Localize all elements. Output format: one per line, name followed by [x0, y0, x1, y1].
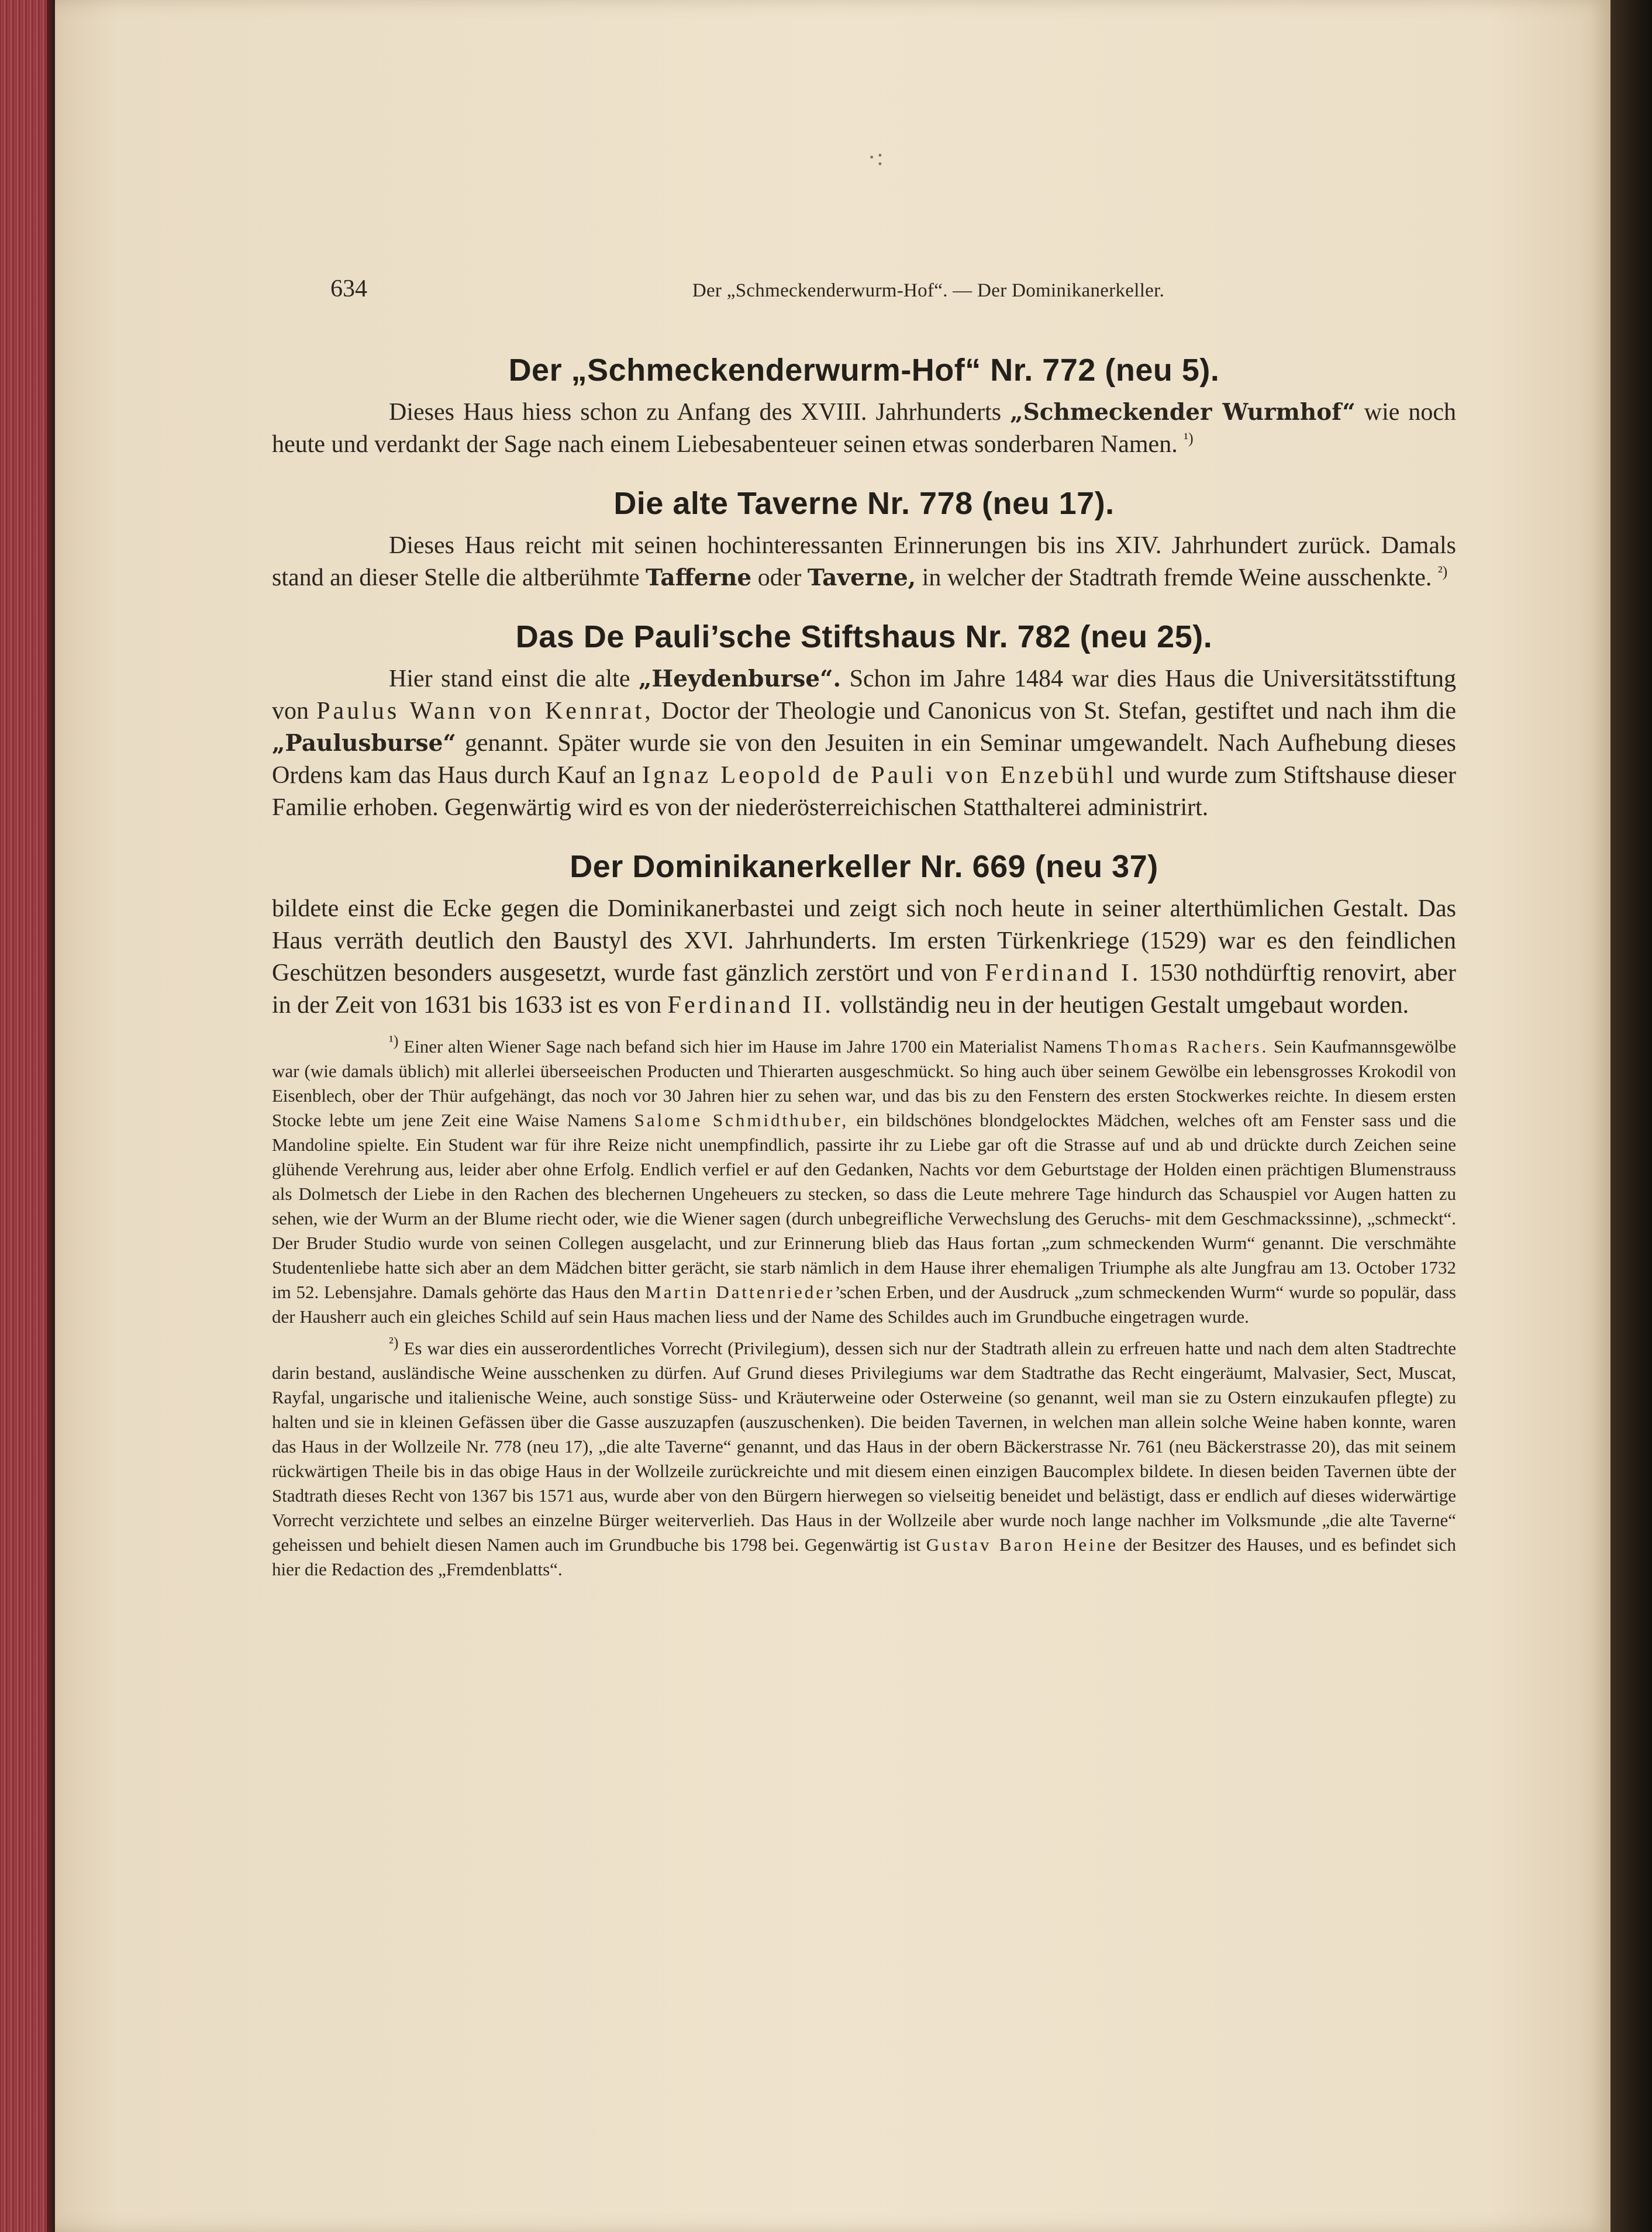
fraktur-term: „Heydenburse“.: [638, 665, 841, 692]
printer-ornament: ·:: [868, 144, 885, 170]
footnotes: [272, 1034, 1456, 1582]
text-run: der Besitzer des Hauses, und es befindet sich hier die Redaction des „Fremdenblatts“.: [272, 1534, 1456, 1579]
book-binding: [0, 0, 54, 2232]
text-run: Dieses Haus hiess schon zu Anfang des XVIII. Jahrhunderts: [389, 399, 1010, 426]
footnote-reference: ²): [1437, 563, 1448, 580]
text-run: genannt. Später wurde sie von den Jesuiten in ein Seminar umgewandelt. Nach Aufhebung dieses Ordens kam das Haus durch Kauf an: [272, 730, 1456, 789]
spaced-name: Ferdinand I.: [985, 960, 1141, 986]
binding-edge: [47, 0, 55, 2232]
section-text-de-pauli-stiftshaus: [272, 663, 1456, 824]
running-head: [272, 275, 1456, 322]
text-run: Schon im Jahre 1484 war dies Haus die Universitätsstiftung von: [272, 665, 1456, 725]
fraktur-term: „Schmeckender Wurmhof“: [1010, 399, 1356, 426]
footnote-mark: ²): [389, 1334, 399, 1351]
spaced-name: Salome Schmidthuber,: [634, 1110, 849, 1130]
fraktur-term: Taverne,: [807, 564, 916, 591]
text-run: vollständig neu in der heutigen Gestalt umgebaut worden.: [833, 992, 1409, 1019]
text-run: Sein Kaufmannsgewölbe war (wie damals üblich) mit allerlei überseeischen Producten und Thierarten ausgeschmückt. So hing auch über seinem Gewölbe ein lebensgrosses Krokodil von Eisenblech, ober der Thür aufgehängt, das noch vor 30 Jahren hier zu sehen war, und das bis zu den Fenstern des ersten Stockwerkes reichte. In diesem ersten Stocke lebte um jene Zeit eine Waise Namens: [272, 1036, 1456, 1130]
section-heading-schmeckenderwurm-hof: Der „Schmeckenderwurm-Hof“ Nr. 772 (neu 5).: [508, 353, 1220, 388]
footnote-2: [272, 1336, 1456, 1582]
text-run: ’schen Erben, und der Ausdruck „zum schmeckenden Wurm“ wurde so populär, dass der Hausherr auch ein gleiches Schild auf sein Haus machen liess und der Name des Schildes auch im Grundbuche eingetragen wurde.: [272, 1282, 1456, 1327]
spaced-name: Thomas Rachers.: [1107, 1036, 1269, 1057]
page-number: 634: [330, 275, 367, 302]
spaced-name: Gustav Baron Heine: [926, 1534, 1118, 1555]
section-heading-dominikanerkeller: Der Dominikanerkeller Nr. 669 (neu 37): [570, 849, 1158, 884]
fraktur-term: „Paulusburse“: [272, 730, 456, 757]
text-run: wie noch heute und verdankt der Sage nach einem Liebesabenteuer seinen etwas sonderbaren Namen.: [272, 399, 1456, 458]
text-run: oder: [751, 564, 808, 591]
text-run: in welcher der Stadtrath fremde Weine ausschenkte.: [916, 564, 1438, 591]
footnote-mark: ¹): [389, 1032, 399, 1050]
text-run: 1530 nothdürftig renovirt, aber in der Zeit von 1631 bis 1633 ist es von: [272, 960, 1457, 1019]
text-run: Einer alten Wiener Sage nach befand sich hier im Hause im Jahre 1700 ein Materialist Namens: [398, 1036, 1108, 1057]
text-run: Es war dies ein ausserordentliches Vorrecht (Privilegium), dessen sich nur der Stadtrath allein zu erfreuen hatte und nach dem alten Stadtrechte darin bestand, ausländische Weine ausschenken zu dürfen. Auf Grund dieses Privilegiums war dem Stadtrathe das Recht eingeräumt, Malvasier, Sect, Muscat, Rayfal, ungarische und italienische Weine, auch sonstige Süss- und Kräuterweine oder Osterweine (so genannt, weil man sie zu Ostern einzukaufen pflegte) zu halten und sie in kleinen Gefässen über die Gasse auszuzapfen (auszuschenken). Die beiden Tavernen, in welchen man allein solche Weine haben konnte, waren das Haus in der Wollzeile Nr. 778 (neu 17), „die alte Taverne“ genannt, und das Haus in der obern Bäckerstrasse Nr. 761 (neu Bäckerstrasse 20), das mit seinem rückwärtigen Theile bis in das obige Haus in der Wollzeile zurückreichte und mit diesem einen einzigen Baucomplex bildete. In diesen beiden Tavernen übte der Stadtrath dieses Recht von 1367 bis 1571 aus, wurde aber von den Bürgern hierwegen so vielseitig beneidet und belästigt, dass er endlich auf dieses widerwärtige Vorrecht verzichtete und selbes an einzelne Bürger weiterverlieh. Das Haus in der Wollzeile aber wurde noch lange nachher im Volksmunde „die alte Taverne“ geheissen und behielt diesen Namen auch im Grundbuche bis 1798 bei. Gegenwärtig ist: [272, 1338, 1456, 1555]
text-run: bildete einst die Ecke gegen die Dominikanerbastei und zeigt sich noch heute in seiner alterthümlichen Gestalt. Das Haus verräth deutlich den Baustyl des XVI. Jahrhunderts. Im ersten Türkenkriege (1529) war es den feindlichen Geschützen besonders ausgesetzt, wurde fast gänzlich zerstört und von: [272, 895, 1456, 986]
text-run: und wurde zum Stiftshause dieser Familie erhoben. Gegenwärtig wird es von der niederösterreichischen Statthalterei administrirt.: [272, 762, 1456, 821]
footnote-reference: ¹): [1184, 430, 1194, 447]
page-right-edge: [1610, 0, 1652, 2232]
section-text-alte-taverne: [272, 530, 1456, 594]
text-run: Hier stand einst die alte: [389, 665, 639, 692]
spaced-name: Ferdinand II.: [667, 992, 834, 1019]
spaced-name: Ignaz Leopold de Pauli von Enzebühl: [642, 762, 1117, 789]
footnote-1: [272, 1034, 1456, 1329]
page-content: [272, 275, 1456, 1589]
section-heading-de-pauli-stiftshaus: Das De Pauli’sche Stiftshaus Nr. 782 (neu 25).: [515, 619, 1213, 654]
spaced-name: Martin Dattenrieder: [645, 1282, 835, 1302]
spaced-name: Paulus Wann von Kennrat,: [316, 698, 654, 725]
running-title: Der „Schmeckenderwurm-Hof“. — Der Dominikanerkeller.: [692, 280, 1165, 301]
section-heading-alte-taverne: Die alte Taverne Nr. 778 (neu 17).: [613, 486, 1115, 521]
section-text-dominikanerkeller: [272, 893, 1456, 1022]
fraktur-term: Tafferne: [646, 564, 752, 591]
text-run: Dieses Haus reicht mit seinen hochinteressanten Erinnerungen bis ins XIV. Jahrhundert zurück. Damals stand an dieser Stelle die altberühmte: [272, 532, 1456, 591]
section-text-schmeckenderwurm-hof: [272, 396, 1456, 461]
text-run: Doctor der Theologie und Canonicus von St. Stefan, gestiftet und nach ihm die: [653, 698, 1456, 725]
text-run: ein bildschönes blondgelocktes Mädchen, welches oft am Fenster sass und die Mandoline spielte. Ein Student war für ihre Reize nicht unempfindlich, passirte ihr zu Liebe gar oft die Strasse auf und ab und drückte durch Zeichen seine glühende Verehrung aus, leider aber ohne Erfolg. Endlich verfiel er auf den Gedanken, Nachts vor dem Geburtstage der Holden einen prächtigen Blumenstrauss als Dolmetsch der Liebe in den Rachen des blechernen Ungeheuers zu stecken, so dass die Leute mehrere Tage hindurch das Schauspiel vor Augen hatten zu sehen, wie der Wurm an der Blume riecht oder, wie die Wiener sagen (durch unbegreifliche Verwechslung des Geruchs- mit dem Geschmackssinne), „schmeckt“. Der Bruder Studio wurde von seinen Collegen ausgelacht, und zur Erinnerung blieb das Haus fortan „zum schmeckenden Wurm“ genannt. Die verschmähte Studentenliebe hatte sich aber an dem Mädchen bitter gerächt, sie starb nämlich in dem Hause ihrer ehemaligen Triumphe als alte Jungfrau am 13. October 1732 im 52. Lebensjahre. Damals gehörte das Haus den: [272, 1110, 1456, 1302]
